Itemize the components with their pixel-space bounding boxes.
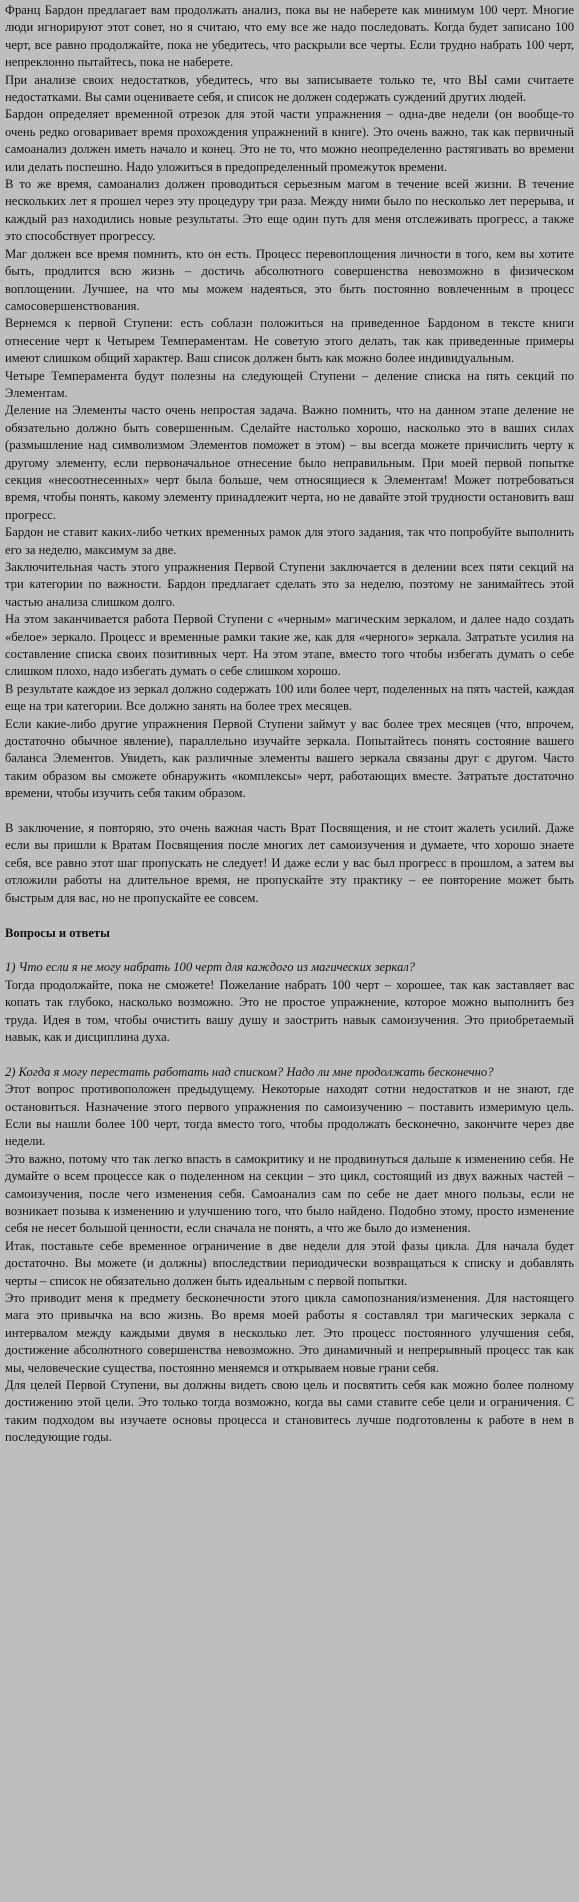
question-1: 1) Что если я не могу набрать 100 черт для каждого из магических зеркал? xyxy=(5,960,416,975)
article-paragraph: Деление на Элементы часто очень непростая задача. Важно помнить, что на данном этапе деление не обязательно должно быть совершенным. Сделайте настолько хорошо, насколько это в ваших силах (размышление над символизмом Элементов поможет в этом) – вы всегда можете причислить черту к другому элементу, если первоначальное отнесение было неправильным. При моей первой попытке секция «несоотнесенных» черт была больше, чем относящиеся к Элементам! Может потребоваться время, чтобы понять, какому элементу принадлежит черта, но не давайте этой трудности остановить ваш прогресс. xyxy=(5,403,574,522)
question-2: 2) Когда я могу перестать работать над списком? Надо ли мне продолжать бесконечно? xyxy=(5,1064,494,1079)
article-paragraph: В результате каждое из зеркал должно содержать 100 или более черт, поделенных на пять частей, каждая еще на три категории. Все должно занять на более трех месяцев. xyxy=(5,681,574,714)
article-paragraph: Маг должен все время помнить, кто он есть. Процесс перевоплощения личности в того, кем вы хотите быть, продлится всю жизнь – достичь абсолютного совершенства невозможно в физическом воплощении. Лучшее, на что мы можем надеяться, это быть постоянно вовлеченным в процесс самосовершенствования. xyxy=(5,246,574,313)
answer-paragraph: Это важно, потому что так легко впасть в самокритику и не продвинуться дальше к изменению себя. Не думайте о всем процессе как о поделенном на секции – это цикл, состоящий из двух важных частей – самоизучения, после чего изменения себя. Самоанализ сам по себе не дает много пользы, если не возникает позыва к изменению и улучшению того, что было найдено. Подобно этому, просто изменение себя не несет большой ценности, если сначала не понять, а что же было до изменения. xyxy=(5,1151,574,1236)
answer-paragraph: Тогда продолжайте, пока не сможете! Пожелание набрать 100 черт – хорошее, так как заставляет вас копать так глубоко, насколько возможно. Это не простое упражнение, которое можно выполнить без труда. Идея в том, чтобы очистить вашу душу и заострить навык самоизучения. Это приобретаемый навык, как и дисциплина духа. xyxy=(5,977,574,1044)
answer-paragraph: Итак, поставьте себе временное ограничение в две недели для этой фазы цикла. Для начала будет достаточно. Вы можете (и должны) впоследствии периодически возвращаться к списку и добавлять черты – список не обязательно должен быть идеальным с первой попытки. xyxy=(5,1238,574,1288)
spacer xyxy=(5,942,574,959)
spacer xyxy=(5,1046,574,1063)
article-paragraph: Четыре Темперамента будут полезны на следующей Ступени – деление списка на пять секций по Элементам. xyxy=(5,368,574,400)
article-paragraph: На этом заканчивается работа Первой Ступени с «черным» магическим зеркалом, и далее надо создать «белое» зеркало. Процесс и временные рамки такие же, как для «черного» зеркала. Затратьте усилия на составление списка своих позитивных черт. На этом этапе, вместо того чтобы избегать думать о себе слишком плохо, надо избегать думать о себе слишком хорошо. xyxy=(5,612,574,679)
article-paragraph: В заключение, я повторяю, это очень важная часть Врат Посвящения, и не стоит жалеть усилий. Даже если вы пришли к Вратам Посвящения после многих лет самоизучения и думаете, что хорошо знаете себя, все равно этот шаг пропускать не следует! И даже если у вас был прогресс в прошлом, а затем вы отложили работы на длительное время, не пропускайте эту практику – ее повторение может быть быстрым для вас, но не пропускайте ее совсем. xyxy=(5,821,574,905)
article-paragraph: Если какие-либо другие упражнения Первой Ступени займут у вас более трех месяцев (что, впрочем, достаточно обычное явление), параллельно изучайте зеркала. Попытайтесь понять состояние вашего баланса Элементов. Увидеть, как различные элементы вашего зеркала связаны друг с другом. Часто таким образом вы сможете обнаружить «комплексы» черт, работающих вместе. Затратьте достаточно времени, чтобы изучить себя таким образом. xyxy=(5,716,574,801)
answer-paragraph: Это приводит меня к предмету бесконечности этого цикла самопознания/изменения. Для настоящего мага это привычка на всю жизнь. Во время моей работы я составлял три магических зеркала с интервалом между каждыми двумя в несколько лет. Это процесс постоянного улучшения себя, достижение абсолютного совершенства невозможно. Это динамичный и непрерывный процесс так как мы, человеческие существа, постоянно меняемся и открываем новые грани себя. xyxy=(5,1291,574,1375)
qa-heading: Вопросы и ответы xyxy=(5,925,110,940)
spacer xyxy=(5,907,574,924)
answer-paragraph: Для целей Первой Ступени, вы должны видеть свою цель и посвятить себя как можно более полному достижению этой цели. Это только тогда возможно, когда вы сами ставите себе цели и ограничения. С таким подходом вы изучаете основы процесса и становитесь лучше подготовлены к работе в нем в последующие годы. xyxy=(5,1378,574,1445)
spacer xyxy=(5,803,574,820)
article-paragraph: Бардон не ставит каких-либо четких временных рамок для этого задания, так что попробуйте выполнить его за неделю, максимум за две. xyxy=(5,525,574,557)
article-paragraph: В то же время, самоанализ должен проводиться серьезным магом в течение всей жизни. В течение нескольких лет я прошел через эту процедуру три раза. Между ними было по несколько лет перерыва, и каждый раз находились новые результаты. Это еще один путь для меня отслеживать прогресс, а также это способствует прогрессу. xyxy=(5,177,574,244)
answer-paragraph: Этот вопрос противоположен предыдущему. Некоторые находят сотни недостатков и не знают, где остановиться. Назначение этого первого упражнения по самоизучению – поставить измеримую цель. Если вы нашли более 100 черт, тогда вместо того, чтобы продолжать бесконечно, закончите через две недели. xyxy=(5,1082,574,1149)
article-paragraph: Вернемся к первой Ступени: есть соблазн положиться на приведенное Бардоном в тексте книги отнесение черт к Четырем Темпераментам. Не советую этого делать, так как приведенные примеры имеют слишком общий характер. Ваш список должен быть как можно более индивидуальным. xyxy=(5,316,574,366)
article-paragraph: Бардон определяет временной отрезок для этой части упражнения – одна-две недели (он вообще-то очень редко оговаривает время прохождения упражнений в книге). Это очень важно, так как первичный самоанализ должен иметь начало и конец. Это не то, что можно неопределенно растягивать во времени или делать поспешно. Надо уложиться в предопределенный промежуток времени. xyxy=(5,107,574,174)
article-paragraph: Заключительная часть этого упражнения Первой Ступени заключается в делении всех пяти секций на три категории по важности. Бардон предлагает сделать это за неделю, поэтому не занимайтесь этой частью анализа слишком долго. xyxy=(5,560,574,609)
article-paragraph: При анализе своих недостатков, убедитесь, что вы записываете только те, что ВЫ сами считаете недостатками. Вы сами оцениваете себя, и список не должен содержать суждений других людей. xyxy=(5,72,574,105)
article-paragraph: Франц Бардон предлагает вам продолжать анализ, пока вы не наберете как минимум 100 черт. Многие люди игнорируют этот совет, но я считаю, что ему все же надо последовать. Когда будет записано 100 черт, все равно продолжайте, пока не убедитесь, что раскрыли все черты. Если трудно набрать 100 черт, непреклонно пытайтесь, пока не наберете. xyxy=(5,3,574,70)
